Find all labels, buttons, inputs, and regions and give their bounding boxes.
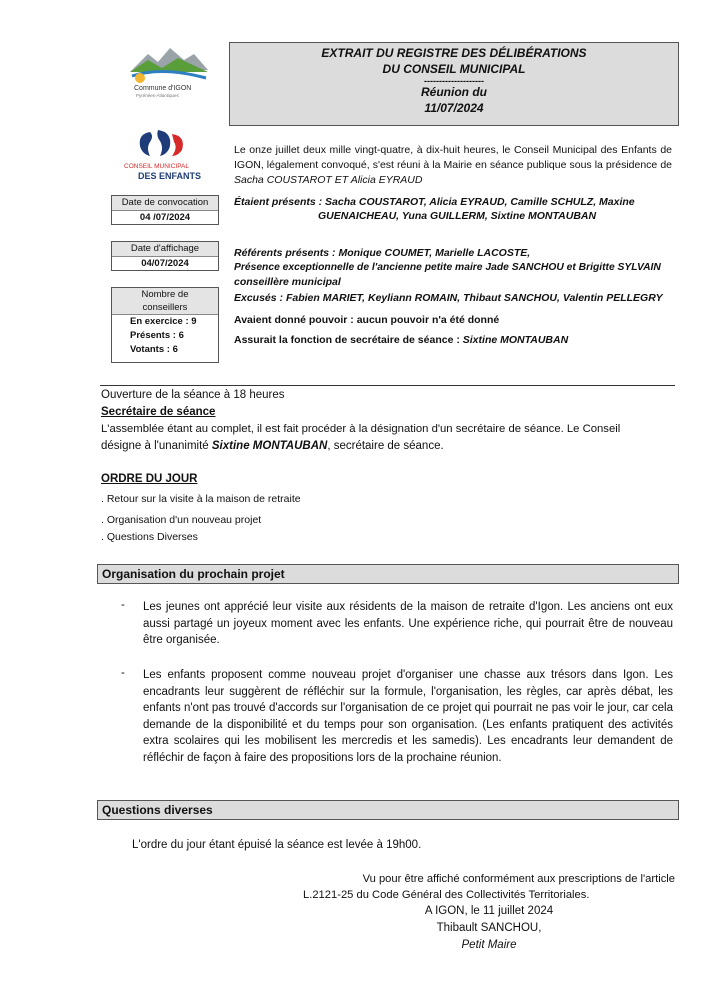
footer-signatory: Thibault SANCHOU,: [436, 922, 542, 934]
agenda-item: . Questions Diverses: [101, 531, 198, 543]
projet-bullet-1: Les jeunes ont apprécié leur visite aux résidents de la maison de retraite d'Igon. Les anciens ont eux aussi partagé un joyeux moment avec les enfants. Une expérience riche, qui pourrait être de nouveau être organisée.: [143, 601, 673, 646]
questions-text: L'ordre du jour étant épuisé la séance est levée à 19h00.: [132, 839, 422, 851]
intro-text: Le onze juillet deux mille vingt-quatre, à dix-huit heures, le Conseil Municipal des Enfants de IGON, légalement convoqué, s'est réuni à la Mairie en séance publique sous la présidence de: [234, 144, 672, 171]
header-separator: --------------------: [424, 76, 484, 86]
footer-line2: L.2121-25 du Code Général des Collectivités Territoriales.: [303, 889, 590, 901]
header-meeting-date: 11/07/2024: [424, 100, 484, 115]
secretaire-title: Secrétaire de séance: [101, 406, 216, 418]
section-projet-title: Organisation du prochain projet: [97, 564, 679, 584]
cme-logo-text-2: DES ENFANTS: [138, 171, 202, 181]
votants-count: Votants : 6: [130, 344, 178, 355]
secretaire-line: [234, 333, 674, 347]
affichage-box: [111, 241, 219, 271]
igon-logo-text: Commune d'IGON: [134, 85, 192, 92]
presents-count: Présents : 6: [130, 330, 184, 341]
convocation-date: 04 /07/2024: [139, 212, 191, 223]
header-title-line2: DU CONSEIL MUNICIPAL: [382, 61, 526, 76]
header-title-line1: EXTRAIT DU REGISTRE DES DÉLIBÉRATIONS: [321, 46, 587, 60]
conseillers-label-line1: Nombre de: [141, 289, 189, 300]
secretaire-text-2a: désigne à l'unanimité: [101, 440, 212, 452]
ouverture-text: Ouverture de la séance à 18 heures: [101, 389, 285, 401]
affichage-label: Date d'affichage: [112, 242, 218, 257]
conseil-municipal-enfants-logo: [120, 128, 206, 184]
presents-list: [234, 195, 672, 223]
section-questions-title: Questions diverses: [97, 800, 679, 820]
referents-line: Référents présents : Monique COUMET, Marielle LACOSTE,: [234, 247, 531, 259]
secretaire-text-2c: , secrétaire de séance.: [327, 440, 444, 452]
projet-bullet-2: Les enfants proposent comme nouveau projet d'organiser une chasse aux trésors dans Igon. Les encadrants leur suggèrent de réfléchir sur la formule, l'organisation, les règles, car après débat, les enfants n'ont pas trouvé d'accords sur l'organisation de ce projet qui pourrait ne pas voir le jour, car cela demande de la disponibilité et du temps pour son organisation. (Les enfants pratiquent des activités extra scolaires qui les mobilisent les mercredis et les samedis). Les encadrants leur demandent de réfléchir de façon à faire des propositions lors de la prochaine réunion.: [143, 669, 673, 764]
pouvoir-line: Avaient donné pouvoir : aucun pouvoir n'a été donné: [234, 314, 500, 326]
footer-date: A IGON, le 11 juillet 2024: [424, 905, 554, 917]
header-meeting-label: Réunion du: [421, 85, 487, 99]
exceptionnelle-line2: conseillère municipal: [234, 276, 341, 288]
agenda-item: . Retour sur la visite à la maison de retraite: [101, 493, 301, 505]
conseillers-label: [112, 288, 218, 315]
footer-role: Petit Maire: [461, 939, 517, 951]
cme-logo-text-1: CONSEIL MUNICIPAL: [124, 163, 190, 170]
conseillers-box: [111, 287, 219, 363]
igon-logo: [122, 42, 214, 100]
convocation-box: [111, 195, 219, 225]
agenda-title: ORDRE DU JOUR: [101, 473, 198, 485]
intro-presidents: Sacha COUSTAROT ET Alicia EYRAUD: [234, 174, 423, 186]
excuses-line: Excusés : Fabien MARIET, Keyliann ROMAIN, Thibaut SANCHOU, Valentin PELLEGRY: [234, 292, 663, 304]
secretaire-label: Assurait la fonction de secrétaire de séance :: [234, 334, 463, 346]
divider: [100, 385, 675, 386]
presents-line2: GUENAICHEAU, Yuna GUILLERM, Sixtine MONTAUBAN: [318, 210, 597, 222]
secretaire-text-2b: Sixtine MONTAUBAN: [211, 440, 328, 452]
igon-logo-subtext: Pyrénées-Atlantiques: [136, 93, 179, 98]
exercice-count: En exercice : 9: [130, 316, 197, 327]
agenda-list: [101, 491, 601, 546]
document-header: [229, 42, 679, 126]
secretaire-text-line1: L'assemblée étant au complet, il est fait procéder à la désignation d'un secrétaire de séance. Le Conseil: [101, 423, 621, 435]
secretaire-text-line2: [101, 438, 676, 455]
conseillers-label-line2: conseillers: [142, 302, 188, 313]
secretaire-name: Sixtine MONTAUBAN: [462, 334, 569, 346]
intro-paragraph: [234, 143, 672, 188]
affichage-date: 04/07/2024: [141, 258, 189, 269]
footer-line1: Vu pour être affiché conformément aux prescriptions de l'article: [362, 873, 675, 885]
exceptionnelle-line1: Présence exceptionnelle de l'ancienne petite maire Jade SANCHOU et Brigitte SYLVAIN: [234, 262, 661, 273]
bullet-dash: -: [121, 667, 125, 679]
convocation-label: Date de convocation: [112, 196, 218, 211]
agenda-item: . Organisation d'un nouveau projet: [101, 514, 262, 526]
bullet-dash: -: [121, 599, 125, 611]
presents-line1: Étaient présents : Sacha COUSTAROT, Alicia EYRAUD, Camille SCHULZ, Maxine: [234, 196, 635, 208]
